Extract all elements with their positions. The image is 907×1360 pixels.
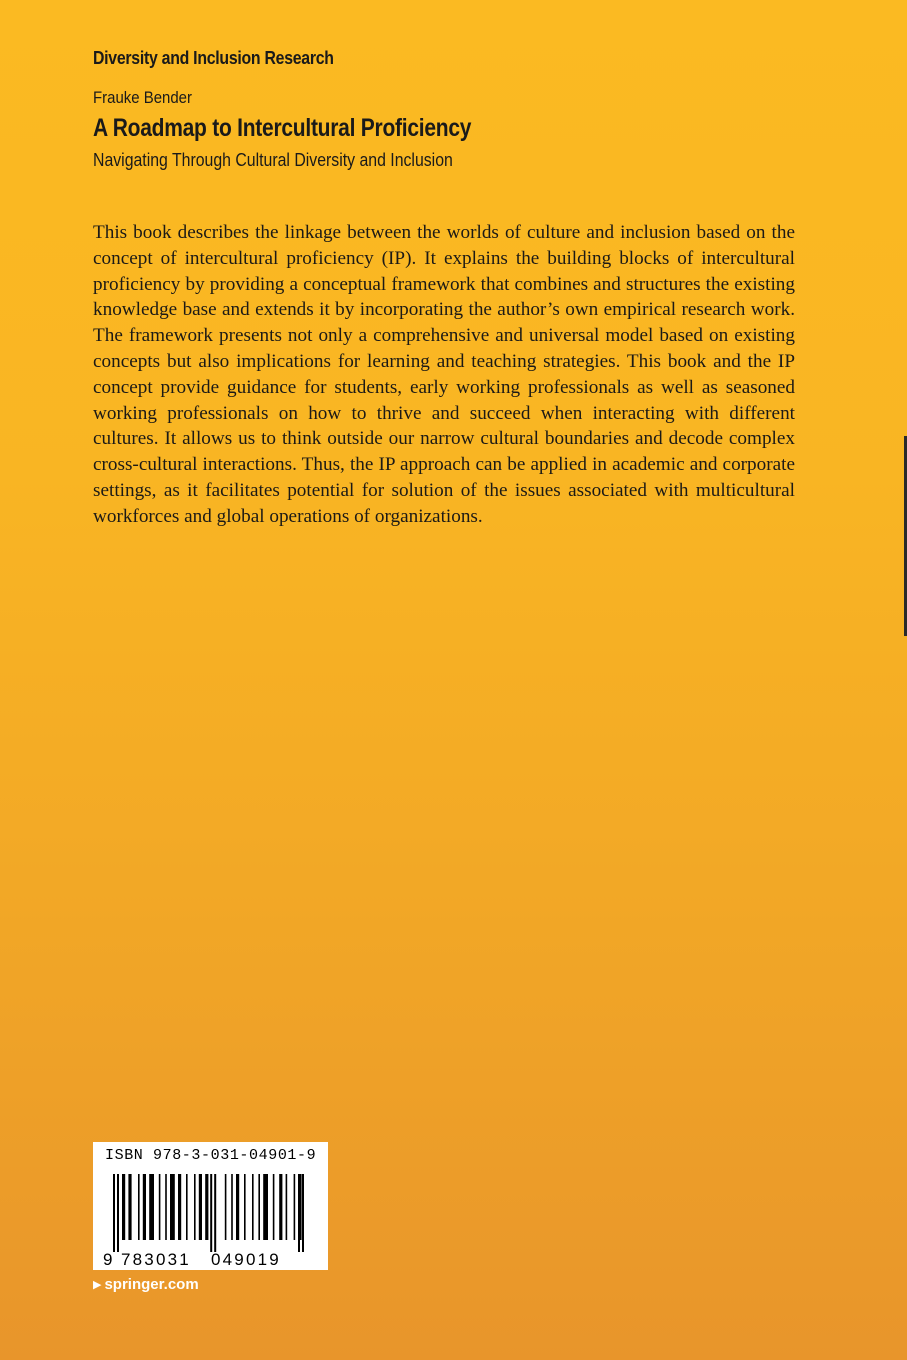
barcode-bar [205, 1174, 208, 1240]
barcode-guard-bar [210, 1174, 212, 1252]
barcode-bar [279, 1174, 282, 1240]
isbn-label: ISBN 978-3-031-04901-9 [105, 1147, 317, 1164]
barcode-bar [128, 1174, 131, 1240]
barcode-guard-bar [214, 1174, 216, 1252]
barcode-bar [231, 1174, 233, 1240]
book-subtitle: Navigating Through Cultural Diversity and Inclusion [93, 150, 453, 170]
barcode-bar [252, 1174, 254, 1240]
barcode-digit-group-1: 783031 [121, 1250, 191, 1269]
barcode-bar [263, 1174, 268, 1240]
barcode-guard-bar [298, 1174, 300, 1252]
series-name: Diversity and Inclusion Research [93, 48, 334, 68]
barcode-graphic [93, 1172, 328, 1270]
description-text: This book describes the linkage between the worlds of culture and inclusion based on the concept of intercultural proficiency (IP). It explains the building blocks of intercultural proficiency by providing a conceptual framework that combines and structures the existing knowledge base and extends it by incorporating the author’s own empirical research work. The framework presents not only a comprehensive and universal model based on existing concepts but also implications for learning and teaching strategies. This book and the IP concept provide guidance for students, early working professionals as well as seasoned working professionals on how to thrive and succeed when interacting with different cultures. It allows us to think outside our narrow cultural boundaries and decode complex cross-cultural interactions. Thus, the IP approach can be applied in academic and corporate settings, as it facilitates potential for solution of the issues associated with multicultural workforces and global operations of organizations. [93, 222, 795, 527]
arrow-right-icon: ▶ [93, 1279, 102, 1291]
barcode-bar [149, 1174, 154, 1240]
barcode-bar [236, 1174, 239, 1240]
barcode-bar [122, 1174, 125, 1240]
publisher-url: springer.com [104, 1276, 199, 1293]
barcode-bar [258, 1174, 260, 1240]
barcode-bar [159, 1174, 161, 1240]
barcode-bar [225, 1174, 227, 1240]
barcode-bar [273, 1174, 275, 1240]
barcode-bar [186, 1174, 188, 1240]
barcode-guard-bar [117, 1174, 119, 1252]
barcode-bar [199, 1174, 202, 1240]
barcode-bar [143, 1174, 146, 1240]
barcode-bar [170, 1174, 175, 1240]
author-name: Frauke Bender [93, 88, 192, 107]
barcode-bar [165, 1174, 167, 1240]
barcode-bar [194, 1174, 196, 1240]
barcode-bar [138, 1174, 140, 1240]
barcode-bar [178, 1174, 181, 1240]
book-description [93, 220, 795, 530]
barcode-bar [300, 1174, 302, 1240]
publisher-link[interactable] [93, 1276, 199, 1293]
barcode-digit-group-2: 049019 [211, 1250, 281, 1269]
isbn-barcode-box [93, 1142, 328, 1270]
barcode-guard-bar [113, 1174, 115, 1252]
book-title: A Roadmap to Intercultural Proficiency [93, 114, 472, 142]
barcode-digit-lead: 9 [103, 1250, 113, 1269]
barcode-bar [286, 1174, 288, 1240]
barcode-guard-bar [302, 1174, 304, 1252]
barcode-bar [294, 1174, 296, 1240]
barcode-bar [244, 1174, 246, 1240]
